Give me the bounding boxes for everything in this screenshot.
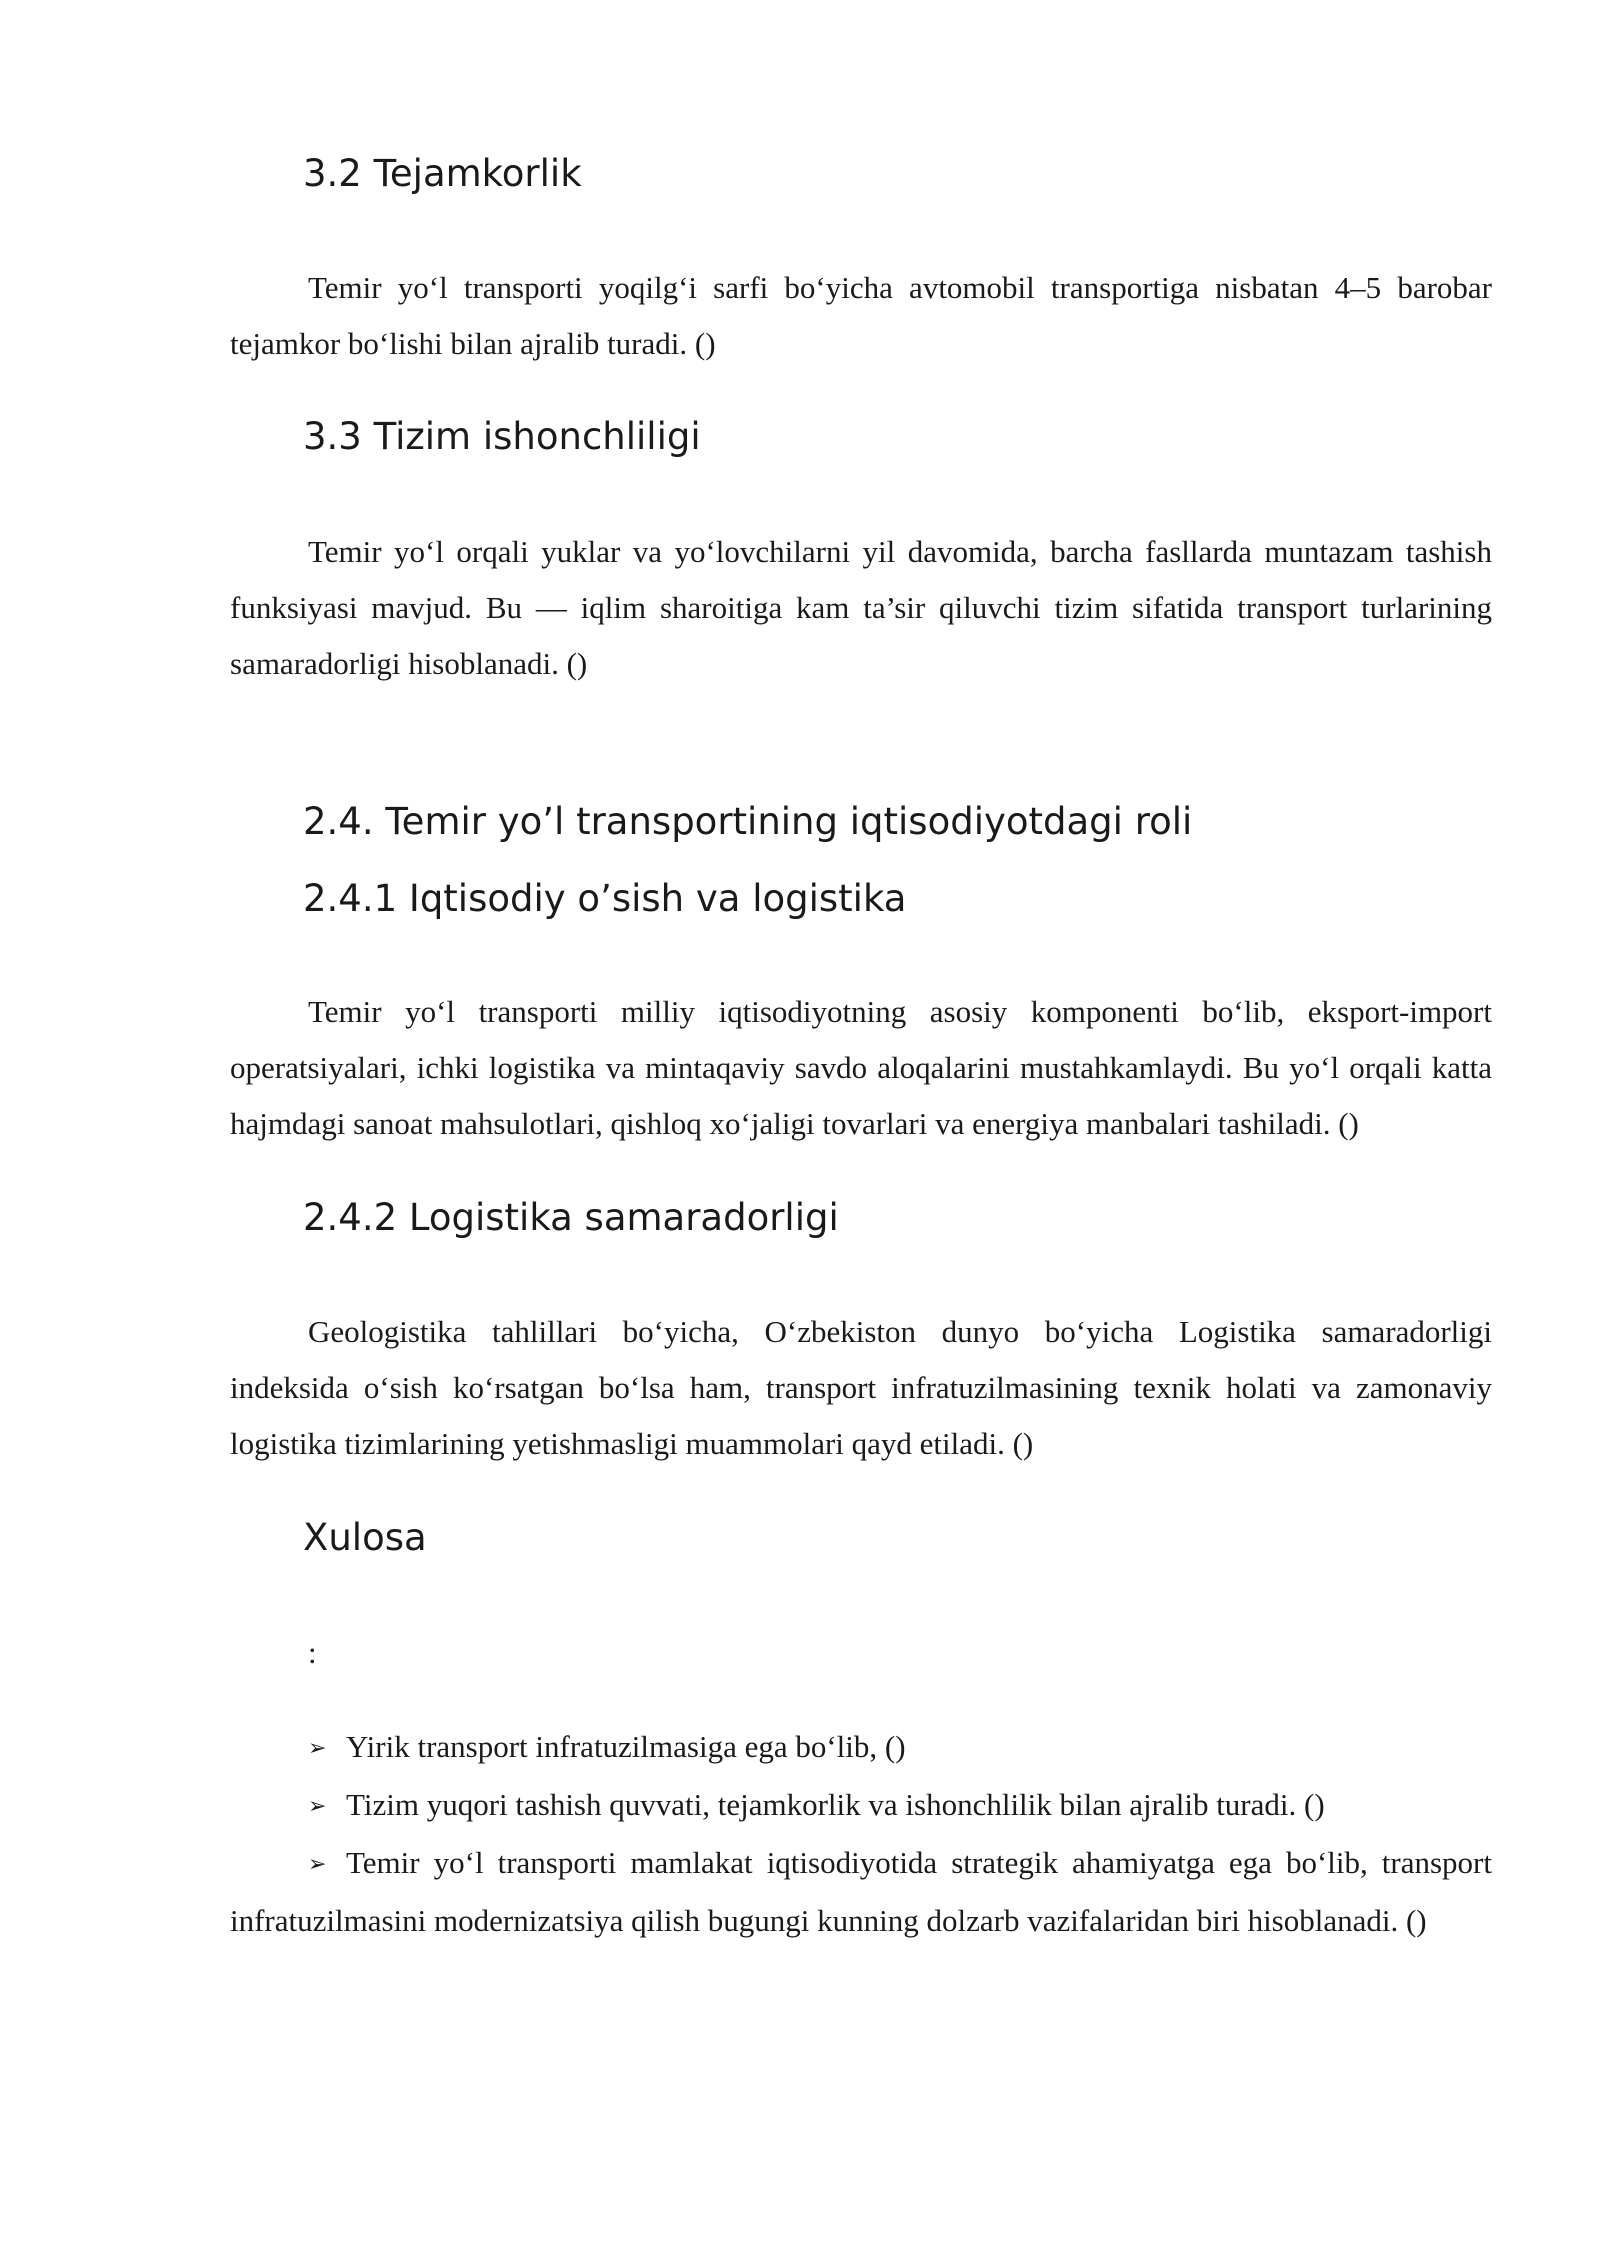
section-heading-3-2: 3.2 Tejamkorlik [303, 152, 582, 195]
section-body-2-4-2 [230, 1304, 1492, 1472]
list-item [230, 1719, 1492, 1777]
list-item [230, 1777, 1492, 1835]
section-heading-3-3: 3.3 Tizim ishonchliligi [303, 415, 701, 458]
conclusion-bullet-list [230, 1719, 1492, 1949]
section-body-3-2 [230, 260, 1492, 372]
list-item [230, 1835, 1492, 1949]
list-item-text: Yirik transport infratuzilmasiga ega bo‘lib, () [346, 1729, 906, 1764]
paragraph: Temir yo‘l transporti yoqilg‘i sarfi bo‘yicha avtomobil transportiga nisbatan 4–5 barobar tejamkor bo‘lishi bilan ajralib turadi. () [230, 270, 1492, 361]
section-heading-xulosa: Xulosa [303, 1516, 427, 1559]
arrowhead-icon: ➢ [308, 1736, 327, 1761]
section-heading-2-4-2: 2.4.2 Logistika samaradorligi [303, 1196, 839, 1239]
section-body-2-4-1 [230, 984, 1492, 1152]
arrowhead-icon: ➢ [308, 1852, 327, 1877]
section-body-3-3 [230, 524, 1492, 692]
paragraph: Geologistika tahlillari bo‘yicha, O‘zbekiston dunyo bo‘yicha Logistika samaradorligi indeksida o‘sish ko‘rsatgan bo‘lsa ham, transport infratuzilmasining texnik holati va zamonaviy logistika tizimlarining yetishmasligi muammolari qayd etiladi. () [230, 1314, 1492, 1461]
list-item-text: Temir yo‘l transporti mamlakat iqtisodiyotida strategik ahamiyatga ega bo‘lib, transport infratuzilmasini modernizatsiya qilish bugungi kunning dolzarb vazifalaridan biri hisoblanadi. () [230, 1845, 1492, 1938]
section-heading-2-4: 2.4. Temir yo’l transportining iqtisodiyotdagi roli [303, 800, 1193, 843]
paragraph: Temir yo‘l orqali yuklar va yo‘lovchilarni yil davomida, barcha fasllarda muntazam tashish funksiyasi mavjud. Bu — iqlim sharoitiga kam ta’sir qiluvchi tizim sifatida transport turlarining samaradorligi hisoblanadi. () [230, 534, 1492, 681]
list-item-text: Tizim yuqori tashish quvvati, tejamkorlik va ishonchlilik bilan ajralib turadi. () [346, 1787, 1325, 1822]
arrowhead-icon: ➢ [308, 1794, 327, 1819]
paragraph: Temir yo‘l transporti milliy iqtisodiyotning asosiy komponenti bo‘lib, eksport-import operatsiyalari, ichki logistika va mintaqaviy savdo aloqalarini mustahkamlaydi. Bu yo‘l orqali katta hajmdagi sanoat mahsulotlari, qishloq xo‘jaligi tovarlari va energiya manbalari tashiladi. () [230, 994, 1492, 1141]
section-heading-2-4-1: 2.4.1 Iqtisodiy o’sish va logistika [303, 877, 907, 920]
conclusion-intro: : [308, 1635, 317, 1670]
